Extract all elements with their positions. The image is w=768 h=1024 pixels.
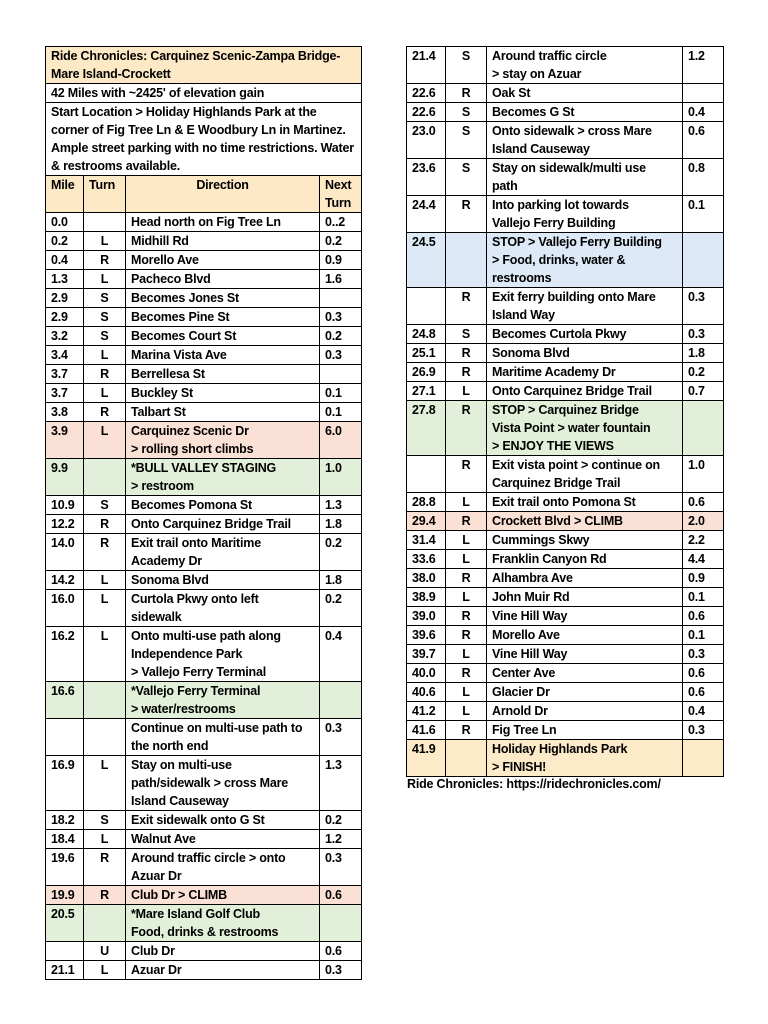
direction-cell: Glacier Dr [487,683,683,702]
turn-cell: R [446,363,487,382]
direction-cell: *Vallejo Ferry Terminal > water/restrooms [126,682,320,719]
table-row [407,531,724,550]
table-row [407,702,724,721]
turn-cell: R [84,849,126,886]
mile-cell: 24.8 [407,325,446,344]
direction-cell: Onto sidewalk > cross Mare Island Causeway [487,122,683,159]
table-row [46,496,362,515]
next-turn-cell: 0.2 [320,811,362,830]
direction-cell: Becomes Jones St [126,289,320,308]
direction-cell: Becomes Pomona St [126,496,320,515]
turn-cell: R [446,664,487,683]
table-header-row [46,176,362,213]
turn-cell: L [446,382,487,401]
mile-cell: 19.6 [46,849,84,886]
mile-cell: 3.2 [46,327,84,346]
turn-cell: S [446,159,487,196]
mile-cell: 3.4 [46,346,84,365]
direction-cell: Oak St [487,84,683,103]
mile-cell: 28.8 [407,493,446,512]
mile-cell: 26.9 [407,363,446,382]
table-row [407,47,724,84]
mile-cell: 33.6 [407,550,446,569]
table-row [407,607,724,626]
turn-cell: L [446,531,487,550]
table-row [46,830,362,849]
table-row [46,682,362,719]
table-row [46,308,362,327]
mile-cell [407,288,446,325]
table-row [46,232,362,251]
mile-cell: 22.6 [407,84,446,103]
next-turn-cell: 0.6 [683,493,724,512]
next-turn-cell: 1.8 [320,571,362,590]
direction-cell: John Muir Rd [487,588,683,607]
next-turn-cell: 0.2 [320,232,362,251]
mile-cell: 31.4 [407,531,446,550]
mile-cell: 3.7 [46,365,84,384]
next-turn-cell: 4.4 [683,550,724,569]
next-turn-cell: 0.3 [320,308,362,327]
direction-cell: Exit sidewalk onto G St [126,811,320,830]
direction-cell: Buckley St [126,384,320,403]
mile-cell: 0.2 [46,232,84,251]
next-turn-cell: 0.3 [320,961,362,980]
turn-cell: R [446,288,487,325]
mile-cell: 2.9 [46,308,84,327]
turn-cell: R [446,401,487,456]
table-row [407,456,724,493]
table-row [407,288,724,325]
mile-cell: 41.2 [407,702,446,721]
table-row [46,905,362,942]
direction-cell: Azuar Dr [126,961,320,980]
mile-cell: 38.0 [407,569,446,588]
table-row [46,346,362,365]
mile-cell: 21.1 [46,961,84,980]
direction-cell: Sonoma Blvd [487,344,683,363]
turn-cell: L [84,346,126,365]
table-row [46,942,362,961]
turn-cell [84,213,126,232]
table-row [407,664,724,683]
direction-cell: Midhill Rd [126,232,320,251]
direction-cell: Exit trail onto Maritime Academy Dr [126,534,320,571]
next-turn-cell: 0.1 [683,626,724,645]
direction-cell: Club Dr [126,942,320,961]
next-turn-cell: 0.2 [320,327,362,346]
mile-cell: 0.4 [46,251,84,270]
direction-cell: Vine Hill Way [487,607,683,626]
turn-cell: L [84,232,126,251]
mile-cell: 39.6 [407,626,446,645]
mile-cell: 24.5 [407,233,446,288]
turn-cell: L [446,493,487,512]
table-row [46,422,362,459]
direction-cell: Pacheco Blvd [126,270,320,289]
mile-cell: 2.9 [46,289,84,308]
direction-cell: Onto Carquinez Bridge Trail [126,515,320,534]
next-turn-cell: 0.1 [683,588,724,607]
start-location-info: Start Location > Holiday Highlands Park at the corner of Fig Tree Ln & E Woodbury Ln in Martinez. Ample street parking with no time restrictions. Water & restrooms available. [46,103,362,176]
mile-cell: 41.6 [407,721,446,740]
turn-cell: R [446,84,487,103]
turn-cell: R [446,456,487,493]
next-turn-cell: 0.6 [683,683,724,702]
table-row [407,401,724,456]
turn-cell: L [84,627,126,682]
turn-cell: R [84,365,126,384]
turn-cell: S [446,47,487,84]
turn-cell: L [84,384,126,403]
table-row [46,961,362,980]
table-row [46,811,362,830]
table-row [46,289,362,308]
next-turn-cell: 0.6 [320,942,362,961]
mile-cell: 24.4 [407,196,446,233]
table-row [46,403,362,422]
direction-cell: Morello Ave [487,626,683,645]
direction-cell: Center Ave [487,664,683,683]
next-turn-cell: 1.2 [320,830,362,849]
direction-cell: Cummings Skwy [487,531,683,550]
next-turn-cell: 0.6 [683,664,724,683]
direction-cell: Becomes Pine St [126,308,320,327]
mile-cell: 27.1 [407,382,446,401]
turn-cell: R [446,569,487,588]
direction-cell: *Mare Island Golf Club Food, drinks & restrooms [126,905,320,942]
next-turn-cell: 0.1 [320,403,362,422]
turn-cell: L [446,588,487,607]
direction-cell: Holiday Highlands Park > FINISH! [487,740,683,777]
next-turn-cell: 0.4 [320,627,362,682]
table-row [407,122,724,159]
turn-cell: L [84,590,126,627]
mile-cell: 40.0 [407,664,446,683]
direction-cell: Exit ferry building onto Mare Island Way [487,288,683,325]
turn-cell: S [84,811,126,830]
table-row [46,627,362,682]
direction-cell: Club Dr > CLIMB [126,886,320,905]
mile-cell: 20.5 [46,905,84,942]
turn-cell: L [84,756,126,811]
next-turn-cell [683,84,724,103]
table-row [46,590,362,627]
mile-cell: 3.9 [46,422,84,459]
turn-cell [84,459,126,496]
next-turn-cell: 6.0 [320,422,362,459]
next-turn-cell: 0.9 [320,251,362,270]
next-turn-cell: 1.8 [320,515,362,534]
next-turn-cell: 1.0 [320,459,362,496]
header-turn: Turn [84,176,126,213]
turn-cell: R [446,607,487,626]
mile-cell: 39.0 [407,607,446,626]
turn-cell: S [84,496,126,515]
cue-sheet-table-left [45,46,362,980]
mile-cell: 10.9 [46,496,84,515]
mile-cell: 18.2 [46,811,84,830]
mile-cell: 25.1 [407,344,446,363]
mile-cell: 29.4 [407,512,446,531]
mile-cell: 39.7 [407,645,446,664]
turn-cell: S [446,122,487,159]
next-turn-cell: 0.7 [683,382,724,401]
table-row [46,886,362,905]
table-row [407,84,724,103]
direction-cell: Head north on Fig Tree Ln [126,213,320,232]
next-turn-cell: 0.4 [683,103,724,122]
mile-cell: 23.0 [407,122,446,159]
route-summary: 42 Miles with ~2425' of elevation gain [46,84,362,103]
next-turn-cell: 1.8 [683,344,724,363]
turn-cell: S [84,289,126,308]
direction-cell: Becomes Curtola Pkwy [487,325,683,344]
direction-cell: Maritime Academy Dr [487,363,683,382]
mile-cell: 40.6 [407,683,446,702]
direction-cell: Onto Carquinez Bridge Trail [487,382,683,401]
table-row [407,325,724,344]
next-turn-cell: 1.3 [320,496,362,515]
next-turn-cell: 0.9 [683,569,724,588]
next-turn-cell: 0.3 [320,346,362,365]
mile-cell: 14.2 [46,571,84,590]
turn-cell: L [84,270,126,289]
mile-cell: 16.2 [46,627,84,682]
next-turn-cell: 0.4 [683,702,724,721]
turn-cell: R [84,403,126,422]
turn-cell [446,233,487,288]
turn-cell: L [84,830,126,849]
turn-cell: R [446,626,487,645]
next-turn-cell: 2.0 [683,512,724,531]
next-turn-cell: 0.1 [320,384,362,403]
turn-cell: L [446,683,487,702]
next-turn-cell: 0.3 [683,721,724,740]
next-turn-cell: 0.6 [683,122,724,159]
next-turn-cell: 0.8 [683,159,724,196]
next-turn-cell: 0.2 [320,590,362,627]
next-turn-cell: 1.6 [320,270,362,289]
table-row [407,626,724,645]
next-turn-cell [320,365,362,384]
turn-cell: L [84,571,126,590]
direction-cell: Berrellesa St [126,365,320,384]
table-row [407,645,724,664]
turn-cell [446,740,487,777]
turn-cell: R [446,512,487,531]
direction-cell: Talbart St [126,403,320,422]
next-turn-cell [320,905,362,942]
turn-cell [84,719,126,756]
turn-cell: U [84,942,126,961]
direction-cell: *BULL VALLEY STAGING > restroom [126,459,320,496]
direction-cell: Around traffic circle > stay on Azuar [487,47,683,84]
mile-cell: 3.7 [46,384,84,403]
table-row [407,740,724,777]
turn-cell: L [446,550,487,569]
header-mile: Mile [46,176,84,213]
table-row [46,719,362,756]
turn-cell: S [446,325,487,344]
table-row [46,571,362,590]
turn-cell: L [84,961,126,980]
table-row [46,849,362,886]
next-turn-cell [683,233,724,288]
direction-cell: Becomes Court St [126,327,320,346]
table-row [46,327,362,346]
turn-cell: L [446,702,487,721]
turn-cell: L [84,422,126,459]
next-turn-cell: 0.3 [320,849,362,886]
table-row [46,270,362,289]
mile-cell: 16.0 [46,590,84,627]
next-turn-cell: 2.2 [683,531,724,550]
table-row [407,683,724,702]
turn-cell [84,905,126,942]
next-turn-cell: 0.3 [683,645,724,664]
cue-sheet-table-right [406,46,724,777]
mile-cell: 23.6 [407,159,446,196]
turn-cell [84,682,126,719]
table-row [407,512,724,531]
table-row [407,103,724,122]
table-row [407,363,724,382]
direction-cell: Walnut Ave [126,830,320,849]
header-next-turn: Next Turn [320,176,362,213]
table-row [407,196,724,233]
mile-cell: 3.8 [46,403,84,422]
next-turn-cell: 0.3 [320,719,362,756]
mile-cell: 27.8 [407,401,446,456]
direction-cell: Arnold Dr [487,702,683,721]
direction-cell: Franklin Canyon Rd [487,550,683,569]
mile-cell [407,456,446,493]
next-turn-cell [683,401,724,456]
mile-cell: 18.4 [46,830,84,849]
turn-cell: R [446,196,487,233]
mile-cell: 19.9 [46,886,84,905]
table-row [407,159,724,196]
table-row [407,493,724,512]
direction-cell: Crockett Blvd > CLIMB [487,512,683,531]
mile-cell: 14.0 [46,534,84,571]
mile-cell: 9.9 [46,459,84,496]
mile-cell: 21.4 [407,47,446,84]
direction-cell: Onto multi-use path along Independence Park > Vallejo Ferry Terminal [126,627,320,682]
direction-cell: Morello Ave [126,251,320,270]
route-title: Ride Chronicles: Carquinez Scenic-Zampa Bridge-Mare Island-Crockett [46,47,362,84]
direction-cell: Exit vista point > continue on Carquinez Bridge Trail [487,456,683,493]
next-turn-cell: 0.6 [683,607,724,626]
mile-cell: 41.9 [407,740,446,777]
next-turn-cell: 0.3 [683,325,724,344]
next-turn-cell [320,289,362,308]
direction-cell: Exit trail onto Pomona St [487,493,683,512]
turn-cell: R [84,515,126,534]
direction-cell: Alhambra Ave [487,569,683,588]
next-turn-cell: 1.3 [320,756,362,811]
next-turn-cell: 0.3 [683,288,724,325]
direction-cell: Carquinez Scenic Dr > rolling short climbs [126,422,320,459]
direction-cell: Into parking lot towards Vallejo Ferry Building [487,196,683,233]
mile-cell: 16.6 [46,682,84,719]
mile-cell [46,942,84,961]
mile-cell: 38.9 [407,588,446,607]
direction-cell: Marina Vista Ave [126,346,320,365]
header-direction: Direction [126,176,320,213]
table-row [407,569,724,588]
mile-cell: 1.3 [46,270,84,289]
turn-cell: R [84,251,126,270]
table-row [46,756,362,811]
table-row [46,515,362,534]
direction-cell: Continue on multi-use path to the north end [126,719,320,756]
turn-cell: R [84,886,126,905]
direction-cell: Sonoma Blvd [126,571,320,590]
turn-cell: R [446,344,487,363]
direction-cell: STOP > Carquinez Bridge Vista Point > water fountain > ENJOY THE VIEWS [487,401,683,456]
direction-cell: Stay on multi-use path/sidewalk > cross Mare Island Causeway [126,756,320,811]
turn-cell: S [446,103,487,122]
mile-cell: 12.2 [46,515,84,534]
next-turn-cell: 1.0 [683,456,724,493]
table-row [46,251,362,270]
direction-cell: Stay on sidewalk/multi use path [487,159,683,196]
direction-cell: Becomes G St [487,103,683,122]
table-row [407,382,724,401]
table-row [46,459,362,496]
mile-cell: 22.6 [407,103,446,122]
turn-cell: S [84,327,126,346]
table-row [46,534,362,571]
direction-cell: Fig Tree Ln [487,721,683,740]
next-turn-cell: 0.2 [683,363,724,382]
table-row [46,365,362,384]
table-row [46,384,362,403]
turn-cell: S [84,308,126,327]
turn-cell: R [446,721,487,740]
mile-cell: 16.9 [46,756,84,811]
table-row [407,344,724,363]
direction-cell: STOP > Vallejo Ferry Building > Food, drinks, water & restrooms [487,233,683,288]
table-row [407,721,724,740]
table-row [407,233,724,288]
mile-cell [46,719,84,756]
next-turn-cell: 0.2 [320,534,362,571]
table-row [407,550,724,569]
mile-cell: 0.0 [46,213,84,232]
footer-link-text: Ride Chronicles: https://ridechronicles.com/ [407,777,661,791]
next-turn-cell: 0.1 [683,196,724,233]
next-turn-cell: 1.2 [683,47,724,84]
turn-cell: L [446,645,487,664]
table-row [46,213,362,232]
next-turn-cell: 0..2 [320,213,362,232]
direction-cell: Curtola Pkwy onto left sidewalk [126,590,320,627]
turn-cell: R [84,534,126,571]
table-row [407,588,724,607]
next-turn-cell [320,682,362,719]
direction-cell: Around traffic circle > onto Azuar Dr [126,849,320,886]
next-turn-cell [683,740,724,777]
direction-cell: Vine Hill Way [487,645,683,664]
next-turn-cell: 0.6 [320,886,362,905]
